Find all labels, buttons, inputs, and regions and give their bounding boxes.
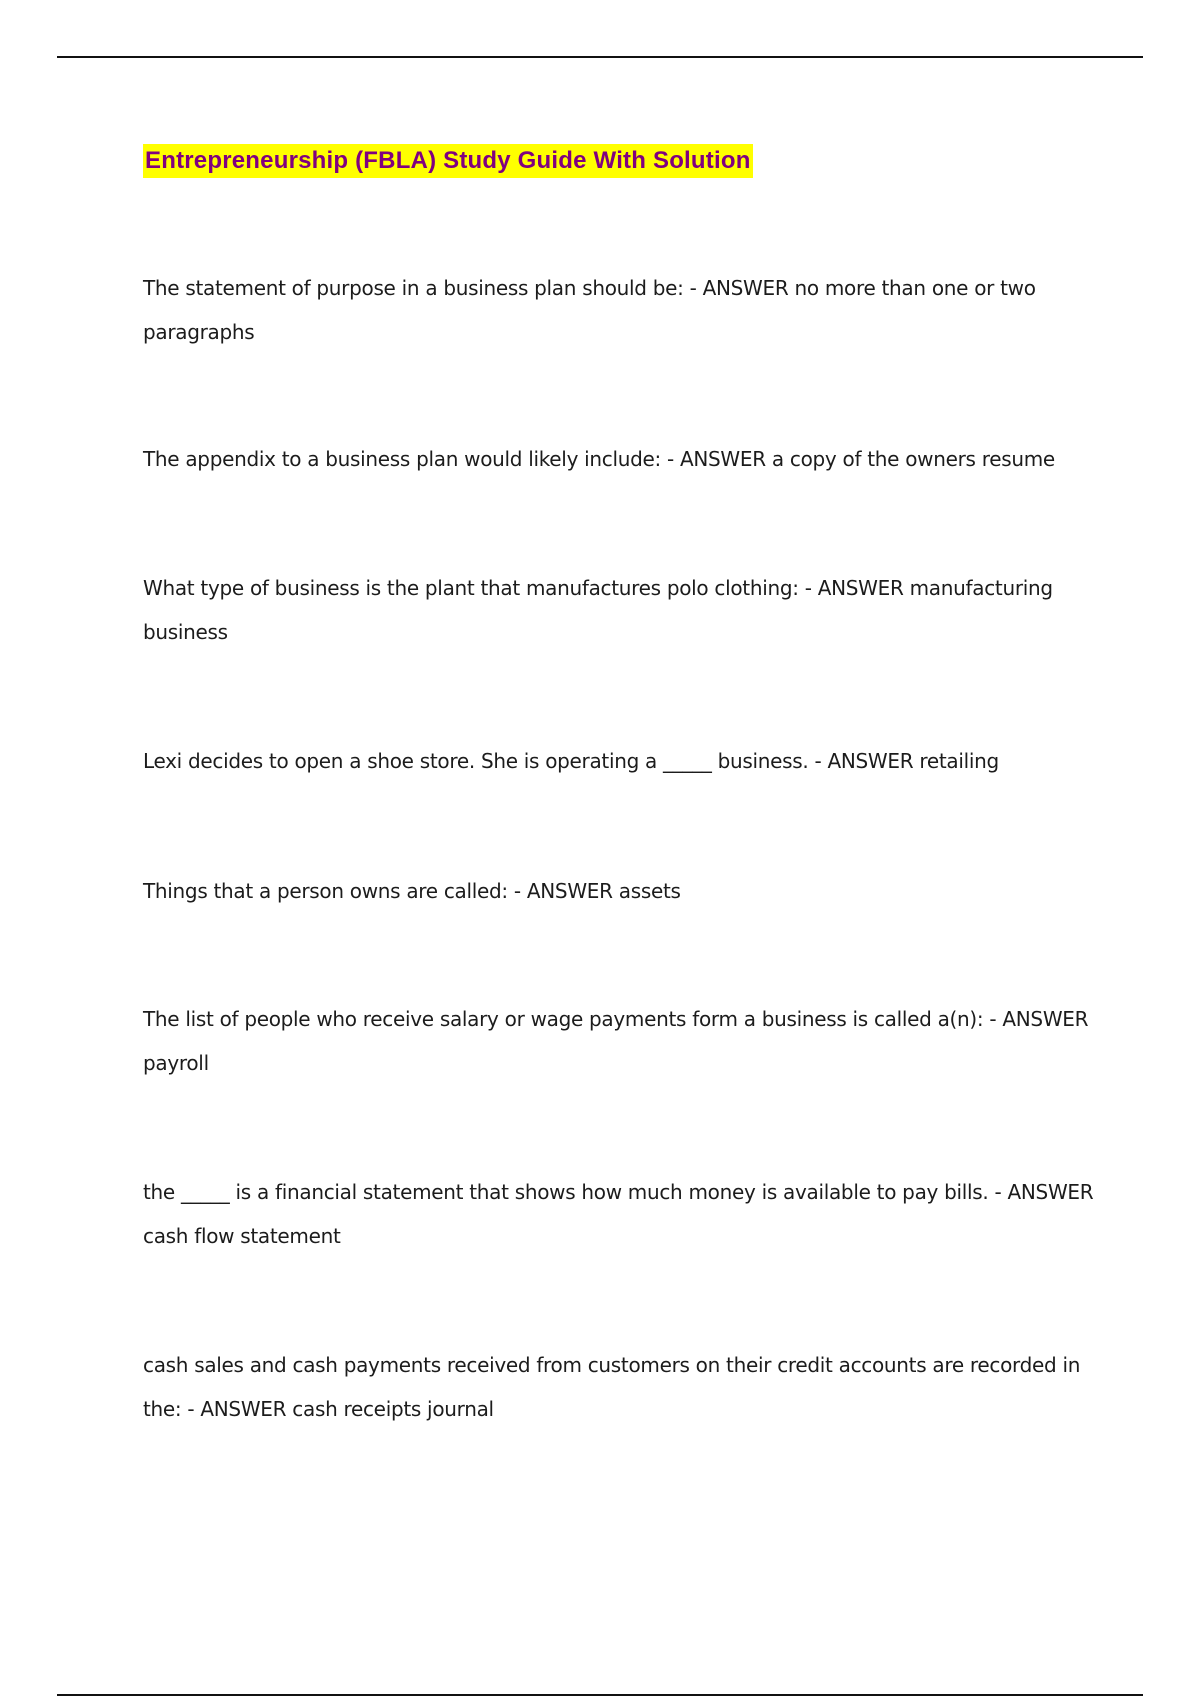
qa-item-2: The appendix to a business plan would likely include: - ANSWER a copy of the owners resume [143, 447, 1055, 471]
qa-item-1: The statement of purpose in a business plan should be: - ANSWER no more than one or two paragraphs [143, 276, 1036, 344]
header-rule [57, 56, 1143, 58]
document-title: Entrepreneurship (FBLA) Study Guide With Solution [143, 144, 753, 178]
footer-rule [57, 1694, 1143, 1696]
qa-item-4: Lexi decides to open a shoe store. She is operating a _____ business. - ANSWER retailing [143, 749, 999, 773]
qa-item-3: What type of business is the plant that manufactures polo clothing: - ANSWER manufacturing business [143, 576, 1053, 644]
qa-item-8: cash sales and cash payments received from customers on their credit accounts are recorded in the: - ANSWER cash receipts journal [143, 1353, 1081, 1421]
qa-item-6: The list of people who receive salary or wage payments form a business is called a(n): - ANSWER payroll [143, 1007, 1089, 1075]
qa-item-7: the _____ is a financial statement that shows how much money is available to pay bills. - ANSWER cash flow statement [143, 1180, 1094, 1248]
qa-item-5: Things that a person owns are called: - ANSWER assets [143, 879, 681, 903]
